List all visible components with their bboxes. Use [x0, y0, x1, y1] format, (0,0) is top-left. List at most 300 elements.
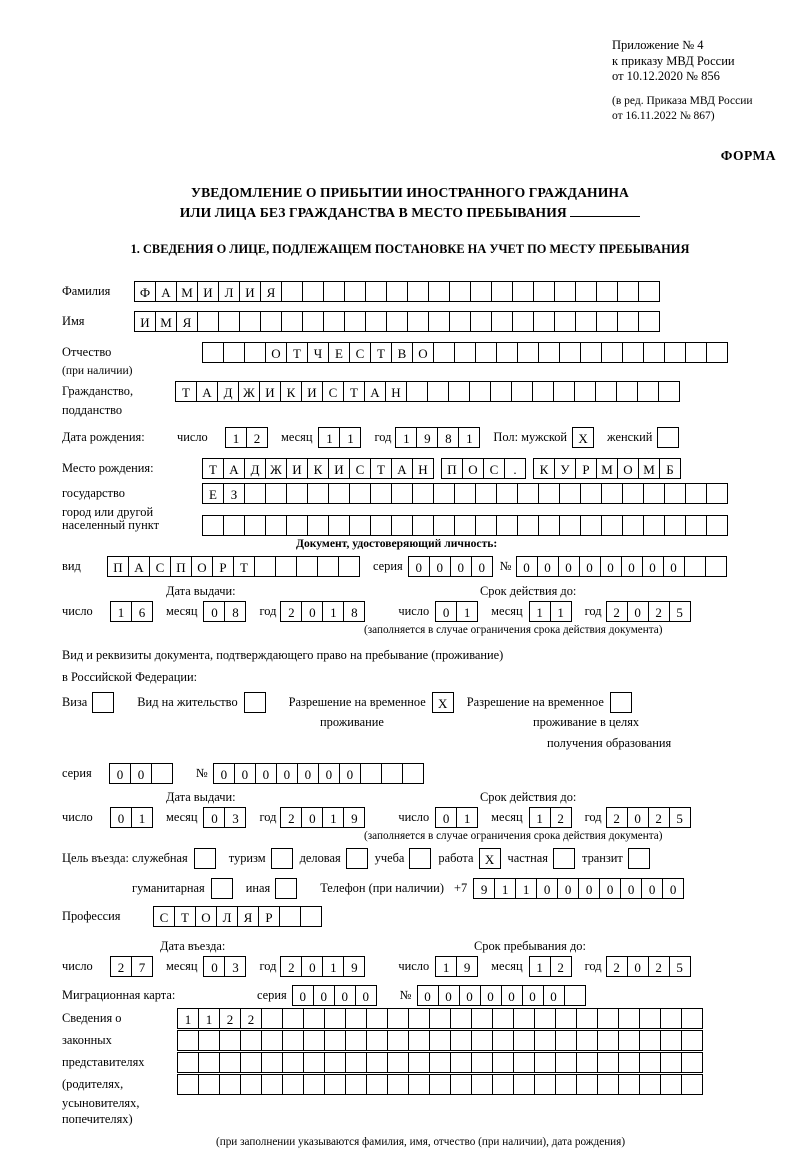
form-cell[interactable] — [553, 381, 575, 402]
form-cell[interactable] — [448, 381, 470, 402]
form-cell[interactable]: 0 — [292, 985, 314, 1006]
form-cell[interactable]: 2 — [606, 601, 628, 622]
form-cell[interactable]: 8 — [224, 601, 246, 622]
doc-kind-cells[interactable] — [107, 556, 359, 577]
form-cell[interactable]: 0 — [480, 985, 502, 1006]
form-cell[interactable] — [559, 483, 581, 504]
form-cell[interactable] — [391, 483, 413, 504]
form-cell[interactable] — [323, 281, 345, 302]
form-cell[interactable] — [660, 1030, 682, 1051]
form-cell[interactable]: С — [349, 342, 371, 363]
form-cell[interactable]: Т — [370, 342, 392, 363]
form-cell[interactable]: К — [307, 458, 329, 479]
form-cell[interactable] — [628, 848, 650, 869]
residence-checkbox[interactable] — [244, 692, 265, 713]
form-cell[interactable] — [324, 1030, 346, 1051]
form-cell[interactable] — [177, 1052, 199, 1073]
form-cell[interactable] — [240, 1052, 262, 1073]
legal-rep-cells-row-4[interactable] — [177, 1074, 702, 1095]
form-cell[interactable] — [681, 1052, 703, 1073]
form-cell[interactable]: 0 — [301, 807, 323, 828]
form-cell[interactable]: Л — [218, 281, 240, 302]
form-cell[interactable] — [622, 342, 644, 363]
form-cell[interactable] — [261, 1052, 283, 1073]
form-cell[interactable] — [471, 1074, 493, 1095]
form-cell[interactable] — [286, 515, 308, 536]
form-cell[interactable]: Н — [385, 381, 407, 402]
form-cell[interactable] — [475, 342, 497, 363]
form-cell[interactable]: Ч — [307, 342, 329, 363]
form-cell[interactable] — [595, 381, 617, 402]
permit-valid-month-cells[interactable] — [529, 807, 571, 828]
form-cell[interactable] — [366, 1030, 388, 1051]
form-cell[interactable]: 1 — [339, 427, 361, 448]
form-cell[interactable] — [303, 1008, 325, 1029]
birthplace-city-cells-a[interactable] — [441, 458, 525, 479]
form-cell[interactable] — [261, 1008, 283, 1029]
form-cell[interactable]: 2 — [280, 807, 302, 828]
form-cell[interactable] — [387, 1052, 409, 1073]
form-cell[interactable]: 1 — [110, 601, 132, 622]
form-cell[interactable] — [574, 381, 596, 402]
form-cell[interactable]: 0 — [620, 878, 642, 899]
form-cell[interactable] — [685, 342, 707, 363]
form-cell[interactable] — [349, 515, 371, 536]
form-cell[interactable] — [244, 515, 266, 536]
form-cell[interactable]: Е — [328, 342, 350, 363]
form-cell[interactable]: 1 — [198, 1008, 220, 1029]
permit-issue-day-cells[interactable] — [110, 807, 152, 828]
form-cell[interactable] — [433, 483, 455, 504]
form-cell[interactable] — [580, 342, 602, 363]
form-cell[interactable] — [513, 1074, 535, 1095]
form-cell[interactable] — [223, 342, 245, 363]
form-cell[interactable] — [360, 763, 382, 784]
permit-issue-year-cells[interactable] — [280, 807, 364, 828]
form-cell[interactable]: Е — [202, 483, 224, 504]
form-cell[interactable] — [345, 1052, 367, 1073]
form-cell[interactable]: 0 — [543, 985, 565, 1006]
birthplace-city-cells-b[interactable] — [533, 458, 680, 479]
form-cell[interactable] — [490, 381, 512, 402]
form-cell[interactable] — [428, 311, 450, 332]
form-cell[interactable] — [365, 311, 387, 332]
form-cell[interactable] — [370, 515, 392, 536]
profession-cells[interactable] — [153, 906, 321, 927]
form-cell[interactable]: Т — [174, 906, 196, 927]
legal-rep-cells-row-3[interactable] — [177, 1052, 702, 1073]
permit-valid-year-cells[interactable] — [606, 807, 690, 828]
form-cell[interactable]: 1 — [456, 807, 478, 828]
purpose-official-checkbox[interactable] — [194, 848, 215, 869]
form-cell[interactable]: 0 — [313, 985, 335, 1006]
form-cell[interactable]: 0 — [662, 878, 684, 899]
form-cell[interactable] — [664, 483, 686, 504]
form-cell[interactable] — [618, 1074, 640, 1095]
purpose-work-checkbox[interactable] — [479, 848, 500, 869]
form-cell[interactable]: Т — [286, 342, 308, 363]
form-cell[interactable] — [643, 515, 665, 536]
migration-series-cells[interactable] — [292, 985, 376, 1006]
form-cell[interactable] — [638, 311, 660, 332]
form-cell[interactable]: 7 — [131, 956, 153, 977]
form-cell[interactable] — [177, 1074, 199, 1095]
form-cell[interactable] — [279, 906, 301, 927]
form-cell[interactable] — [450, 1074, 472, 1095]
entry-day-cells[interactable] — [110, 956, 152, 977]
form-cell[interactable]: П — [107, 556, 129, 577]
form-cell[interactable] — [575, 281, 597, 302]
form-cell[interactable]: 0 — [621, 556, 643, 577]
form-cell[interactable]: 5 — [669, 807, 691, 828]
birth-month-cells[interactable] — [318, 427, 360, 448]
form-cell[interactable]: 1 — [177, 1008, 199, 1029]
form-cell[interactable] — [406, 381, 428, 402]
form-cell[interactable] — [407, 281, 429, 302]
form-cell[interactable] — [260, 311, 282, 332]
form-cell[interactable] — [538, 342, 560, 363]
form-cell[interactable] — [534, 1052, 556, 1073]
form-cell[interactable] — [429, 1074, 451, 1095]
form-cell[interactable] — [658, 381, 680, 402]
form-cell[interactable]: 1 — [318, 427, 340, 448]
form-cell[interactable] — [244, 342, 266, 363]
form-cell[interactable] — [639, 1030, 661, 1051]
form-cell[interactable]: Ф — [134, 281, 156, 302]
form-cell[interactable]: 0 — [537, 556, 559, 577]
form-cell[interactable] — [302, 281, 324, 302]
form-cell[interactable] — [705, 556, 727, 577]
sex-female-checkbox[interactable] — [657, 427, 678, 448]
form-cell[interactable] — [408, 1052, 430, 1073]
form-cell[interactable] — [429, 1052, 451, 1073]
form-cell[interactable] — [282, 1008, 304, 1029]
form-cell[interactable]: Т — [343, 381, 365, 402]
form-cell[interactable]: 0 — [600, 556, 622, 577]
form-cell[interactable] — [575, 311, 597, 332]
form-cell[interactable] — [307, 483, 329, 504]
form-cell[interactable] — [254, 556, 276, 577]
form-cell[interactable]: X — [432, 692, 454, 713]
form-cell[interactable]: X — [479, 848, 501, 869]
form-cell[interactable] — [303, 1052, 325, 1073]
legal-rep-cells-row-1[interactable] — [177, 1008, 702, 1029]
form-cell[interactable] — [660, 1008, 682, 1029]
form-cell[interactable] — [533, 311, 555, 332]
form-cell[interactable] — [345, 1008, 367, 1029]
form-cell[interactable]: У — [554, 458, 576, 479]
form-cell[interactable]: 2 — [219, 1008, 241, 1029]
form-cell[interactable]: 9 — [343, 807, 365, 828]
form-cell[interactable] — [219, 1030, 241, 1051]
form-cell[interactable]: 0 — [429, 556, 451, 577]
form-cell[interactable]: З — [223, 483, 245, 504]
form-cell[interactable]: О — [462, 458, 484, 479]
doc-valid-month-cells[interactable] — [529, 601, 571, 622]
form-cell[interactable]: К — [280, 381, 302, 402]
form-cell[interactable] — [496, 342, 518, 363]
purpose-tourism-checkbox[interactable] — [271, 848, 292, 869]
permit-valid-day-cells[interactable] — [435, 807, 477, 828]
form-cell[interactable] — [449, 281, 471, 302]
patronymic-cells[interactable] — [202, 342, 727, 363]
form-cell[interactable] — [601, 342, 623, 363]
form-cell[interactable] — [433, 515, 455, 536]
form-cell[interactable] — [534, 1008, 556, 1029]
legal-rep-cells-row-2[interactable] — [177, 1030, 702, 1051]
form-cell[interactable]: С — [322, 381, 344, 402]
form-cell[interactable]: О — [617, 458, 639, 479]
form-cell[interactable]: 2 — [648, 956, 670, 977]
form-cell[interactable] — [706, 483, 728, 504]
form-cell[interactable] — [564, 985, 586, 1006]
form-cell[interactable]: 0 — [213, 763, 235, 784]
form-cell[interactable] — [92, 692, 114, 713]
form-cell[interactable] — [387, 1030, 409, 1051]
form-cell[interactable]: В — [391, 342, 413, 363]
form-cell[interactable] — [601, 515, 623, 536]
form-cell[interactable] — [491, 281, 513, 302]
form-cell[interactable]: П — [170, 556, 192, 577]
form-cell[interactable] — [370, 483, 392, 504]
surname-cells[interactable] — [134, 281, 659, 302]
form-cell[interactable] — [275, 556, 297, 577]
form-cell[interactable]: 1 — [494, 878, 516, 899]
form-cell[interactable] — [517, 515, 539, 536]
form-cell[interactable]: А — [223, 458, 245, 479]
form-cell[interactable]: М — [155, 311, 177, 332]
phone-cells[interactable] — [473, 878, 683, 899]
doc-number-cells[interactable] — [516, 556, 726, 577]
purpose-humanitarian-checkbox[interactable] — [211, 878, 232, 899]
entry-year-cells[interactable] — [280, 956, 364, 977]
form-cell[interactable] — [402, 763, 424, 784]
form-cell[interactable]: 2 — [606, 807, 628, 828]
permit-issue-month-cells[interactable] — [203, 807, 245, 828]
form-cell[interactable]: 2 — [606, 956, 628, 977]
form-cell[interactable]: И — [239, 281, 261, 302]
form-cell[interactable] — [282, 1030, 304, 1051]
form-cell[interactable] — [559, 342, 581, 363]
form-cell[interactable] — [328, 515, 350, 536]
form-cell[interactable]: Д — [244, 458, 266, 479]
form-cell[interactable] — [513, 1052, 535, 1073]
form-cell[interactable] — [681, 1030, 703, 1051]
form-cell[interactable]: А — [391, 458, 413, 479]
form-cell[interactable]: Ж — [238, 381, 260, 402]
form-cell[interactable]: О — [265, 342, 287, 363]
form-cell[interactable]: 0 — [318, 763, 340, 784]
form-cell[interactable] — [597, 1074, 619, 1095]
form-cell[interactable] — [211, 878, 233, 899]
form-cell[interactable] — [223, 515, 245, 536]
form-cell[interactable]: 8 — [343, 601, 365, 622]
form-cell[interactable]: 9 — [343, 956, 365, 977]
form-cell[interactable] — [428, 281, 450, 302]
form-cell[interactable]: 1 — [322, 601, 344, 622]
form-cell[interactable]: 2 — [648, 807, 670, 828]
form-cell[interactable] — [307, 515, 329, 536]
form-cell[interactable]: 0 — [642, 556, 664, 577]
form-cell[interactable] — [492, 1074, 514, 1095]
form-cell[interactable] — [617, 281, 639, 302]
form-cell[interactable]: О — [195, 906, 217, 927]
form-cell[interactable] — [512, 311, 534, 332]
form-cell[interactable]: 9 — [473, 878, 495, 899]
form-cell[interactable] — [240, 1074, 262, 1095]
birthplace-city-row-3[interactable] — [202, 515, 727, 536]
form-cell[interactable] — [239, 311, 261, 332]
form-cell[interactable]: 0 — [339, 763, 361, 784]
form-cell[interactable]: 0 — [557, 878, 579, 899]
form-cell[interactable]: И — [328, 458, 350, 479]
form-cell[interactable] — [664, 515, 686, 536]
name-cells[interactable] — [134, 311, 659, 332]
form-cell[interactable]: 0 — [663, 556, 685, 577]
form-cell[interactable] — [300, 906, 322, 927]
purpose-transit-checkbox[interactable] — [628, 848, 649, 869]
doc-valid-year-cells[interactable] — [606, 601, 690, 622]
form-cell[interactable]: 0 — [110, 807, 132, 828]
form-cell[interactable] — [643, 483, 665, 504]
form-cell[interactable] — [345, 1030, 367, 1051]
form-cell[interactable] — [555, 1052, 577, 1073]
form-cell[interactable] — [449, 311, 471, 332]
form-cell[interactable]: 0 — [203, 601, 225, 622]
form-cell[interactable] — [706, 515, 728, 536]
form-cell[interactable] — [261, 1030, 283, 1051]
form-cell[interactable] — [685, 515, 707, 536]
form-cell[interactable]: Б — [659, 458, 681, 479]
form-cell[interactable] — [412, 515, 434, 536]
form-cell[interactable] — [597, 1052, 619, 1073]
form-cell[interactable] — [194, 848, 216, 869]
purpose-private-checkbox[interactable] — [553, 848, 574, 869]
form-cell[interactable]: С — [149, 556, 171, 577]
form-cell[interactable] — [491, 311, 513, 332]
form-cell[interactable] — [338, 556, 360, 577]
form-cell[interactable] — [198, 1030, 220, 1051]
form-cell[interactable]: 0 — [276, 763, 298, 784]
form-cell[interactable] — [559, 515, 581, 536]
form-cell[interactable] — [685, 483, 707, 504]
form-cell[interactable]: 1 — [529, 807, 551, 828]
form-cell[interactable] — [639, 1052, 661, 1073]
form-cell[interactable]: 1 — [131, 807, 153, 828]
form-cell[interactable] — [386, 311, 408, 332]
form-cell[interactable]: Ж — [265, 458, 287, 479]
form-cell[interactable] — [454, 483, 476, 504]
form-cell[interactable] — [429, 1030, 451, 1051]
sex-male-checkbox[interactable] — [572, 427, 593, 448]
form-cell[interactable]: 0 — [558, 556, 580, 577]
form-cell[interactable] — [534, 1030, 556, 1051]
form-cell[interactable] — [492, 1008, 514, 1029]
form-cell[interactable]: Т — [233, 556, 255, 577]
form-cell[interactable]: 2 — [550, 807, 572, 828]
form-cell[interactable]: 1 — [322, 807, 344, 828]
form-cell[interactable] — [622, 483, 644, 504]
form-cell[interactable] — [265, 483, 287, 504]
form-cell[interactable]: Н — [412, 458, 434, 479]
form-cell[interactable] — [555, 1030, 577, 1051]
form-cell[interactable]: П — [441, 458, 463, 479]
form-cell[interactable] — [533, 281, 555, 302]
form-cell[interactable]: 0 — [203, 807, 225, 828]
form-cell[interactable]: 6 — [131, 601, 153, 622]
form-cell[interactable] — [324, 1074, 346, 1095]
form-cell[interactable] — [407, 311, 429, 332]
form-cell[interactable] — [366, 1052, 388, 1073]
form-cell[interactable]: 2 — [550, 956, 572, 977]
citizenship-cells[interactable] — [175, 381, 679, 402]
form-cell[interactable] — [596, 311, 618, 332]
birth-year-cells[interactable] — [395, 427, 479, 448]
form-cell[interactable]: И — [286, 458, 308, 479]
form-cell[interactable] — [197, 311, 219, 332]
form-cell[interactable] — [275, 878, 297, 899]
form-cell[interactable] — [657, 427, 679, 448]
form-cell[interactable]: И — [134, 311, 156, 332]
form-cell[interactable] — [554, 311, 576, 332]
form-cell[interactable]: А — [364, 381, 386, 402]
doc-valid-day-cells[interactable] — [435, 601, 477, 622]
form-cell[interactable] — [532, 381, 554, 402]
form-cell[interactable] — [177, 1030, 199, 1051]
form-cell[interactable] — [324, 1052, 346, 1073]
form-cell[interactable] — [576, 1030, 598, 1051]
form-cell[interactable]: О — [412, 342, 434, 363]
form-cell[interactable] — [622, 515, 644, 536]
form-cell[interactable]: 0 — [334, 985, 356, 1006]
form-cell[interactable] — [496, 515, 518, 536]
form-cell[interactable] — [643, 342, 665, 363]
form-cell[interactable] — [286, 483, 308, 504]
form-cell[interactable] — [381, 763, 403, 784]
form-cell[interactable] — [282, 1052, 304, 1073]
form-cell[interactable]: 1 — [529, 956, 551, 977]
form-cell[interactable] — [580, 515, 602, 536]
form-cell[interactable] — [282, 1074, 304, 1095]
form-cell[interactable] — [618, 1030, 640, 1051]
form-cell[interactable]: 0 — [355, 985, 377, 1006]
form-cell[interactable] — [386, 281, 408, 302]
form-cell[interactable] — [387, 1074, 409, 1095]
form-cell[interactable] — [610, 692, 632, 713]
form-cell[interactable] — [538, 483, 560, 504]
form-cell[interactable]: 0 — [459, 985, 481, 1006]
form-cell[interactable] — [660, 1052, 682, 1073]
stay-month-cells[interactable] — [529, 956, 571, 977]
form-cell[interactable]: 2 — [240, 1008, 262, 1029]
form-cell[interactable] — [202, 342, 224, 363]
form-cell[interactable]: 0 — [627, 956, 649, 977]
form-cell[interactable]: 0 — [301, 601, 323, 622]
form-cell[interactable]: 0 — [627, 807, 649, 828]
form-cell[interactable] — [597, 1030, 619, 1051]
form-cell[interactable]: 0 — [297, 763, 319, 784]
form-cell[interactable] — [281, 311, 303, 332]
form-cell[interactable]: С — [349, 458, 371, 479]
form-cell[interactable] — [538, 515, 560, 536]
form-cell[interactable] — [471, 1052, 493, 1073]
form-cell[interactable] — [198, 1052, 220, 1073]
form-cell[interactable] — [387, 1008, 409, 1029]
form-cell[interactable] — [660, 1074, 682, 1095]
birthplace-state-cells[interactable] — [202, 458, 433, 479]
form-cell[interactable] — [618, 1008, 640, 1029]
form-cell[interactable] — [471, 1008, 493, 1029]
